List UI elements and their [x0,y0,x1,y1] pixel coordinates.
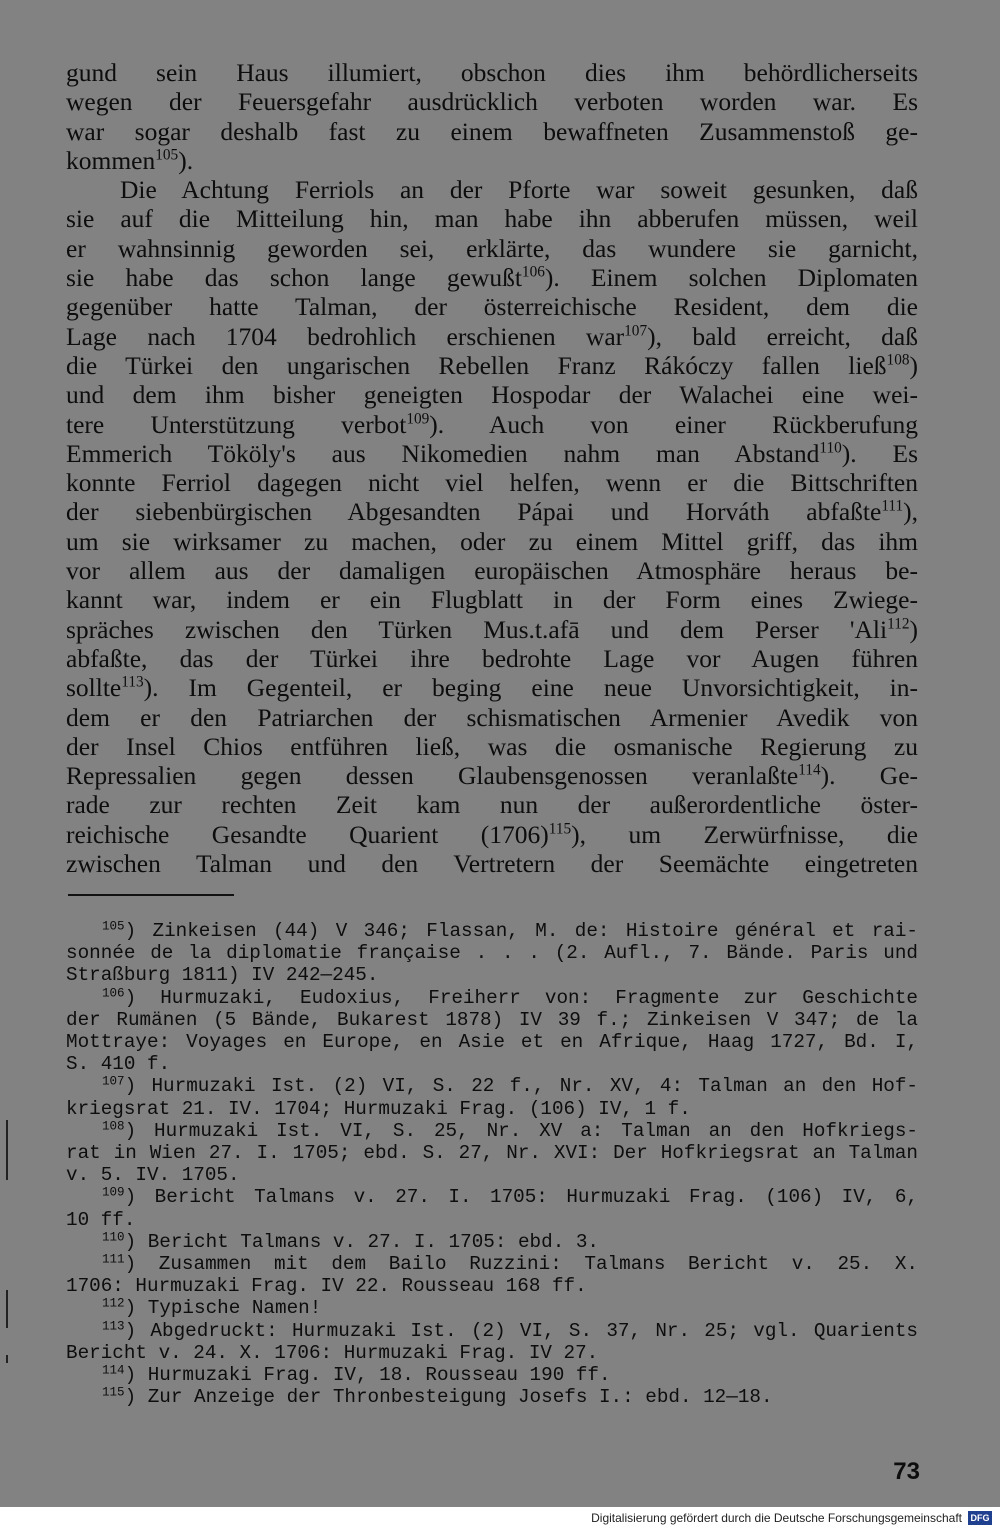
footnote-ref: 106 [521,263,545,281]
body-line: gegenüber hatte Talman, der österreichische Resident, dem die [66,292,918,322]
footnote-line: $^{110}$) Bericht Talmans v. 27. I. 1705: ebd. 3. [102,1230,599,1253]
body-line: Repressalien gegen dessen Glaubensgenossen veranlaßte$^{114}$). Ge- [66,761,919,791]
footnote-number: 115 [102,1386,125,1400]
body-line: sie auf die Mitteilung hin, man habe ihn abberufen müssen, weil [66,204,918,234]
footnote-line: $^{109}$) Bericht Talmans v. 27. I. 1705: Hurmuzaki Frag. (106) IV, 6, [102,1186,918,1209]
footnote-ref: 110 [819,439,842,457]
footnote [66,1075,918,1119]
body-line: tere Unterstützung verbot$^{109}$). Auch von einer Rückberufung [66,409,918,439]
footnote-number: 113 [102,1319,125,1334]
footnote-line: $^{105}$) Zinkeisen (44) V 346; Flassan, M. de: Histoire général et rai- [102,919,918,942]
footnote-ref: 107 [624,322,648,340]
footnote [66,1253,918,1297]
body-line: reichische Gesandte Quarient $(1706)^{115}$), um Zerwürfnisse, die [66,819,918,849]
footnote [66,1231,918,1253]
footnote-line: v. 5. IV. 1705. [66,1164,240,1187]
footnote-ref: 114 [798,761,821,779]
body-line: rade zur rechten Zeit kam nun der außerordentliche öster- [66,790,918,820]
footnote-line: 10 ff. [66,1208,136,1231]
footnote-line: $^{111}$) Zusammen mit dem Bailo Ruzzini: Talmans Bericht v. 25. X. [102,1252,918,1276]
footnote-line: Mottraye: Voyages en Europe, en Asie et en Afrique, Haag 1727, Bd. I, [66,1031,918,1054]
footer-credit: Digitalisierung gefördert durch die Deutsche Forschungsgemeinschaft [591,1511,962,1525]
footnote-line: $^{107}$) Hurmuzaki Ist. (2) VI, S. 22 f., Nr. XV, 4: Talman an den Hof- [102,1075,918,1098]
body-line: um sie wirksamer zu machen, oder zu einem Mittel griff, das ihm [66,526,918,556]
footnote-line: $^{113}$) Abgedruckt: Hurmuzaki Ist. (2) VI, S. 37, Nr. 25; vgl. Quarients [102,1319,918,1342]
footnote-line: $^{106}$) Hurmuzaki, Eudoxius, Freiherr von: Fragmente zur Geschichte [102,986,918,1009]
body-line: war sogar deshalb fast zu einem bewaffneten Zusammenstoß ge- [66,116,918,146]
body-line: wegen der Feuersgefahr ausdrücklich verboten worden war. Es [66,87,918,117]
footnote-number: 105 [102,919,125,934]
footnote-separator [68,894,234,896]
footnote-line: $^{115}$) Zur Anzeige der Thronbesteigung Josefs I.: ebd. 12—18. [102,1386,773,1409]
page-number: 73 [893,1458,920,1485]
footnote-line: $^{112}$) Typische Namen! [102,1297,322,1320]
body-line: dem er den Patriarchen der schismatischen Armenier Avedik von [66,702,918,732]
footnote [66,1186,918,1230]
footnote-line: $^{108}$) Hurmuzaki Ist. VI, S. 25, Nr. XV a: Talman an den Hofkriegs- [102,1119,918,1142]
footnote [66,1120,918,1187]
footnote-number: 111 [102,1252,125,1267]
footnote-number: 107 [102,1075,125,1090]
footnote-line: kriegsrat 21. IV. 1704; Hurmuzaki Frag. (106) IV, 1 f. [66,1097,691,1120]
digitization-footer [0,1507,1000,1530]
footnote [66,987,918,1076]
footnote-line: $^{114}$) Hurmuzaki Frag. IV, 18. Rousseau 190 ff. [102,1363,611,1387]
body-line: konnte Ferriol dagegen nicht viel helfen, wenn er die Bittschriften [66,468,918,498]
body-line: kannt war, indem er ein Flugblatt in der Form eines Zwiege- [66,585,918,615]
footnote-ref: 111 [881,497,904,515]
footnote-ref: 105 [155,146,179,164]
body-line: er wahnsinnig geworden sei, erklärte, das wundere sie garnicht, [66,233,918,263]
footnote [66,1364,918,1386]
body-line: kommen$^{105}$). [66,145,194,175]
body-line: gund sein Haus illumiert, obschon dies ihm behördlicherseits [66,58,918,87]
footnote-number: 110 [102,1230,125,1245]
footnote-ref: 115 [548,820,572,838]
footnote-ref: 108 [886,351,910,369]
dfg-logo: DFG [968,1511,992,1525]
body-line: und dem ihm bisher geneigten Hospodar der Walachei eine wei- [66,380,918,410]
footnote-line: S. 410 f. [66,1053,171,1076]
footnote-line: rat in Wien 27. I. 1705; ebd. S. 27, Nr. XVI: Der Hofkriegsrat an Talman [66,1142,918,1165]
body-line: Die Achtung Ferriols an der Pforte war soweit gesunken, daß [120,175,918,205]
footnote [66,1297,918,1319]
body-line: vor allem aus der damaligen europäischen Atmosphäre heraus be- [66,556,918,586]
body-line: sie habe das schon lange gewußt$^{106}$). Einem solchen Diplomaten [66,263,918,293]
body-line: Lage nach 1704 bedrohlich erschienen war$^{107}$), bald erreicht, daß [66,321,918,351]
footnote-ref: 113 [121,673,144,691]
body-line: der siebenbürgischen Abgesandten Pápai und Horváth abfaßte$^{111}$), [66,497,918,527]
footnote-number: 114 [102,1363,125,1378]
footnotes [66,920,918,1408]
body-line: sollte$^{113}$). Im Gegenteil, er beging eine neue Unvorsichtigkeit, in- [66,673,918,703]
footnote-ref: 109 [406,410,430,428]
body-line: die Türkei den ungarischen Rebellen Franz Rákóczy fallen ließ$^{108}$) [66,350,918,380]
footnote [66,920,918,987]
footnote-number: 112 [102,1297,125,1312]
body-line: spräches zwischen den Türken Mus.t.afā und dem Perser 'Ali$^{112}$) [66,614,918,644]
footnote-line: 1706: Hurmuzaki Frag. IV 22. Rousseau 168 ff. [66,1275,587,1298]
body-line: zwischen Talman und den Vertretern der Seemächte eingetreten [66,849,918,879]
footnote-number: 108 [102,1119,125,1134]
scan-margin-marks [6,1120,12,1380]
body-line: der Insel Chios entführen ließ, was die osmanische Regierung zu [66,731,918,761]
footnote-number: 109 [102,1186,125,1201]
body-line: Emmerich Tököly's aus Nikomedien nahm man Abstand$^{110}$). Es [66,438,918,468]
footnote-line: sonnée de la diplomatie française . . . (2. Aufl., 7. Bände. Paris und [66,942,918,965]
footnote-ref: 112 [887,615,910,633]
footnote-number: 106 [102,986,125,1001]
footnote [66,1386,918,1408]
footnote-line: Bericht v. 24. X. 1706: Hurmuzaki Frag. IV 27. [66,1341,599,1364]
footnote-line: Straßburg 1811) IV 242—245. [66,964,379,987]
footnote [66,1320,918,1364]
body-line: abfaßte, das der Türkei ihre bedrohte Lage vor Augen führen [66,643,918,673]
body-text [66,58,918,878]
footnote-line: der Rumänen (5 Bände, Bukarest 1878) IV 39 f.; Zinkeisen V 347; de la [66,1008,918,1031]
